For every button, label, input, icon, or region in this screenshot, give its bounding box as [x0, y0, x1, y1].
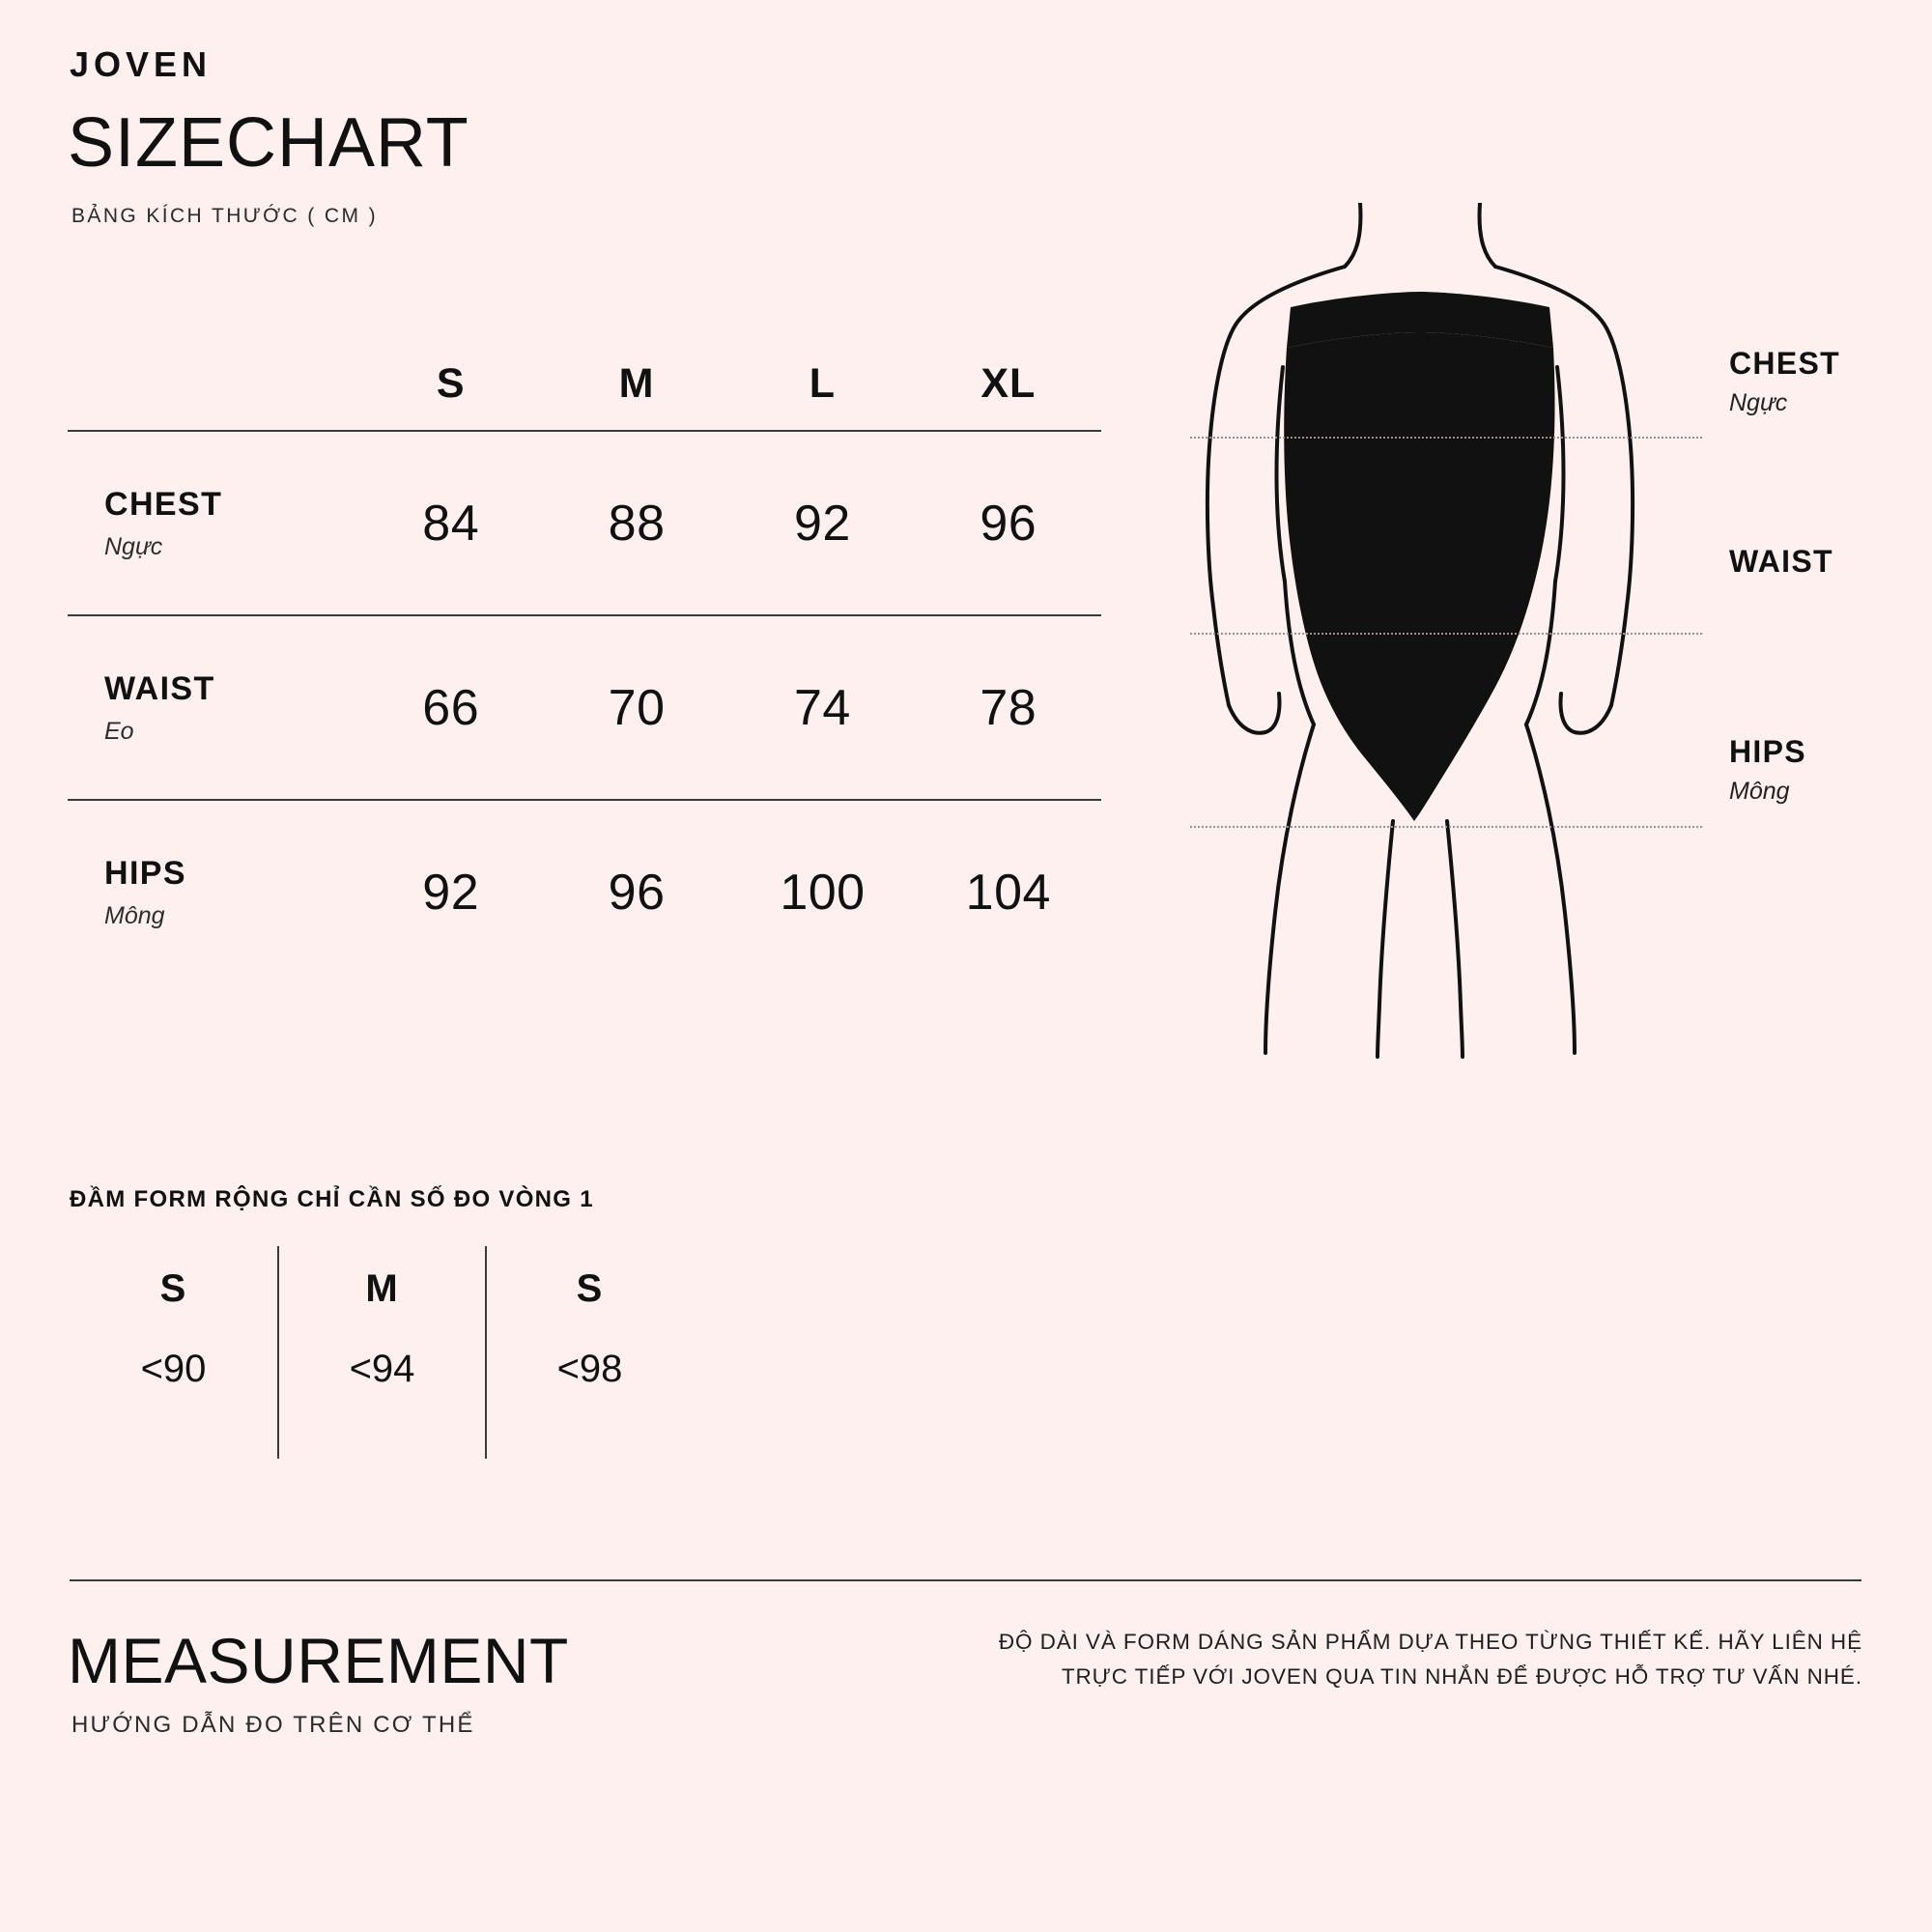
cell-hips-m	[544, 801, 729, 984]
callout-chest	[1729, 346, 1840, 417]
cell-chest-m	[544, 432, 729, 615]
loose-fit-value: <94	[349, 1348, 415, 1390]
cell-value: 104	[965, 865, 1051, 921]
loose-fit-cell-1	[70, 1246, 277, 1459]
cell-value: 74	[794, 679, 851, 736]
table-row-hips	[68, 801, 1101, 984]
row-label-hips	[68, 801, 358, 984]
loose-fit-size: S	[576, 1267, 604, 1310]
cell-waist-s	[358, 616, 544, 800]
loose-fit-value: <98	[556, 1348, 623, 1390]
cell-chest-xl	[916, 432, 1101, 615]
callout-label-en: CHEST	[1729, 346, 1840, 381]
callout-label-vi: Ngực	[1729, 389, 1788, 416]
callout-label-en: WAIST	[1729, 544, 1833, 579]
cell-value: 88	[608, 495, 666, 552]
row-label-vi: Mông	[104, 902, 165, 929]
brand-logo: JOVEN	[70, 44, 213, 84]
cell-chest-s	[358, 432, 544, 615]
body-figure-illustration	[1169, 203, 1671, 1072]
table-corner-cell	[68, 338, 358, 431]
cell-chest-l	[729, 432, 915, 615]
row-label-chest	[68, 432, 358, 615]
cell-value: 96	[980, 495, 1037, 552]
table-header-row	[68, 338, 1101, 431]
row-label-en: WAIST	[104, 669, 215, 707]
column-header-xl	[916, 338, 1101, 431]
loose-fit-size: S	[159, 1267, 187, 1310]
footer-divider	[70, 1579, 1861, 1581]
size-label: M	[618, 360, 655, 407]
cell-waist-l	[729, 616, 915, 800]
size-chart-table	[68, 338, 1101, 984]
row-label-waist	[68, 616, 358, 800]
callout-label-en: HIPS	[1729, 734, 1806, 769]
size-label: S	[436, 360, 466, 407]
size-label: XL	[980, 360, 1037, 407]
loose-fit-size: M	[365, 1267, 399, 1310]
callout-hips	[1729, 734, 1806, 806]
loose-fit-grid	[70, 1246, 910, 1459]
table-row-waist	[68, 616, 1101, 800]
loose-fit-cell-2	[277, 1246, 485, 1459]
cell-value: 92	[422, 865, 480, 921]
cell-value: 78	[980, 679, 1037, 736]
column-header-l	[729, 338, 915, 431]
page-title: SIZECHART	[68, 104, 469, 182]
callout-waist	[1729, 544, 1833, 580]
cell-hips-xl	[916, 801, 1101, 984]
cell-value: 100	[780, 865, 866, 921]
cell-value: 70	[608, 679, 666, 736]
guide-line-waist	[1190, 633, 1702, 635]
row-label-en: HIPS	[104, 855, 186, 892]
row-label-vi: Eo	[104, 717, 134, 745]
page-subtitle: BẢNG KÍCH THƯỚC ( CM )	[71, 205, 379, 227]
cell-waist-m	[544, 616, 729, 800]
table-row-chest	[68, 432, 1101, 615]
column-header-m	[544, 338, 729, 431]
cell-value: 96	[608, 865, 666, 921]
cell-hips-l	[729, 801, 915, 984]
cell-hips-s	[358, 801, 544, 984]
callout-label-vi: Mông	[1729, 778, 1790, 805]
row-label-vi: Ngực	[104, 532, 163, 560]
loose-fit-value: <90	[140, 1348, 207, 1390]
loose-fit-cell-3	[485, 1246, 693, 1459]
cell-value: 66	[422, 679, 480, 736]
cell-value: 92	[794, 495, 851, 552]
size-label: L	[809, 360, 837, 407]
column-header-s	[358, 338, 544, 431]
footer-title: MEASUREMENT	[68, 1625, 569, 1696]
footer-note: ĐỘ DÀI VÀ FORM DÁNG SẢN PHẨM DỰA THEO TỪNG THIẾT KẾ. HÃY LIÊN HỆ TRỰC TIẾP VỚI JOVEN QUA TIN NHẮN ĐỂ ĐƯỢC HỖ TRỢ TƯ VẤN NHÉ.	[998, 1630, 1862, 1690]
cell-value: 84	[422, 495, 480, 552]
cell-waist-xl	[916, 616, 1101, 800]
guide-line-hips	[1190, 826, 1702, 828]
guide-line-chest	[1190, 437, 1702, 439]
loose-fit-title: ĐẦM FORM RỘNG CHỈ CẦN SỐ ĐO VÒNG 1	[70, 1186, 594, 1212]
row-label-en: CHEST	[104, 485, 223, 523]
footer-subtitle: HƯỚNG DẪN ĐO TRÊN CƠ THỂ	[71, 1712, 475, 1738]
